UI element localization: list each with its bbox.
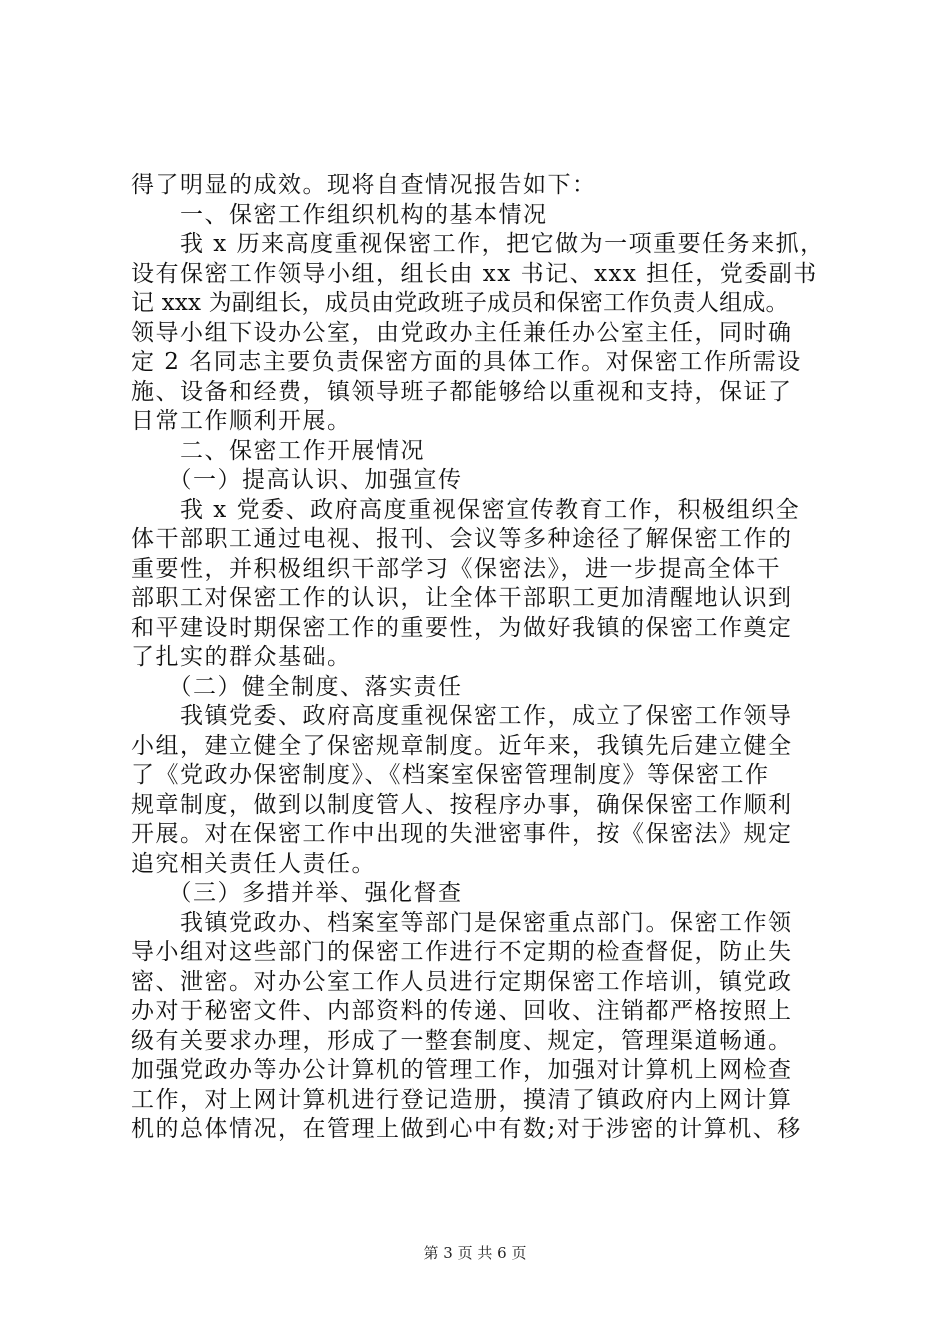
section-heading: 一、保密工作组织机构的基本情况 [131,201,548,228]
subsection-heading: （三）多措并举、强化督查 [131,880,463,906]
text-line: 工作，对上网计算机进行登记造册，摸清了镇政府内上网计算 [131,1086,793,1113]
text-line: 和平建设时期保密工作的重要性，为做好我镇的保密工作奠定 [131,614,793,641]
text-line: 办对于秘密文件、内部资料的传递、回收、注销都严格按照上 [131,998,793,1024]
section-heading: 二、保密工作开展情况 [131,437,425,464]
text-line: 了扎实的群众基础。 [131,644,352,670]
subsection-heading: （二）健全制度、落实责任 [131,673,463,700]
text-line: 部职工对保密工作的认识，让全体干部职工更加清醒地认识到 [131,585,793,611]
subsection-heading: （一）提高认识、加强宣传 [131,467,463,493]
text-line: 领导小组下设办公室，由党政办主任兼任办公室主任，同时确 [131,319,793,346]
text-line: 设有保密工作领导小组，组长由 xx 书记、xxx 担任，党委副书 [131,260,818,287]
text-line: 导小组对这些部门的保密工作进行不定期的检查督促，防止失 [131,939,793,965]
text-line: 追究相关责任人责任。 [131,850,376,877]
page-number-footer: 第 3 页 共 6 页 [423,1244,527,1262]
text-line: 得了明显的成效。现将自查情况报告如下： [131,172,597,198]
text-line: 记 xxx 为副组长，成员由党政班子成员和保密工作负责人组成。 [131,290,789,316]
text-line: 开展。对在保密工作中出现的失泄密事件，按《保密法》规定 [131,821,793,847]
text-line: 施、设备和经费，镇领导班子都能够给以重视和支持，保证了 [131,378,793,405]
text-line: 日常工作顺利开展。 [131,408,352,434]
text-line: 级有关要求办理，形成了一整套制度、规定，管理渠道畅通。 [131,1027,793,1054]
text-line: 我镇党政办、档案室等部门是保密重点部门。保密工作领 [131,909,793,936]
text-line: 我镇党委、政府高度重视保密工作，成立了保密工作领导 [131,703,793,729]
text-line: 重要性，并积极组织干部学习《保密法》，进一步提高全体干 [131,555,781,582]
text-line: 我 x 党委、政府高度重视保密宣传教育工作，积极组织全 [131,496,801,523]
text-line: 定 2 名同志主要负责保密方面的具体工作。对保密工作所需设 [131,349,802,375]
text-line: 我 x 历来高度重视保密工作，把它做为一项重要任务来抓， [131,231,825,257]
text-line: 加强党政办等办公计算机的管理工作，加强对计算机上网检查 [131,1057,793,1083]
text-line: 规章制度，做到以制度管人、按程序办事，确保保密工作顺利 [131,791,793,818]
text-line: 了《党政办保密制度》、《档案室保密管理制度》等保密工作 [131,762,770,788]
text-line: 密、泄密。对办公室工作人员进行定期保密工作培训，镇党政 [131,968,793,995]
document-body [131,171,831,1145]
text-line: 小组，建立健全了保密规章制度。近年来，我镇先后建立健全 [131,732,793,759]
text-line: 体干部职工通过电视、报刊、会议等多种途径了解保密工作的 [131,526,793,552]
text-line: 机的总体情况，在管理上做到心中有数;对于涉密的计算机、移 [131,1116,802,1142]
